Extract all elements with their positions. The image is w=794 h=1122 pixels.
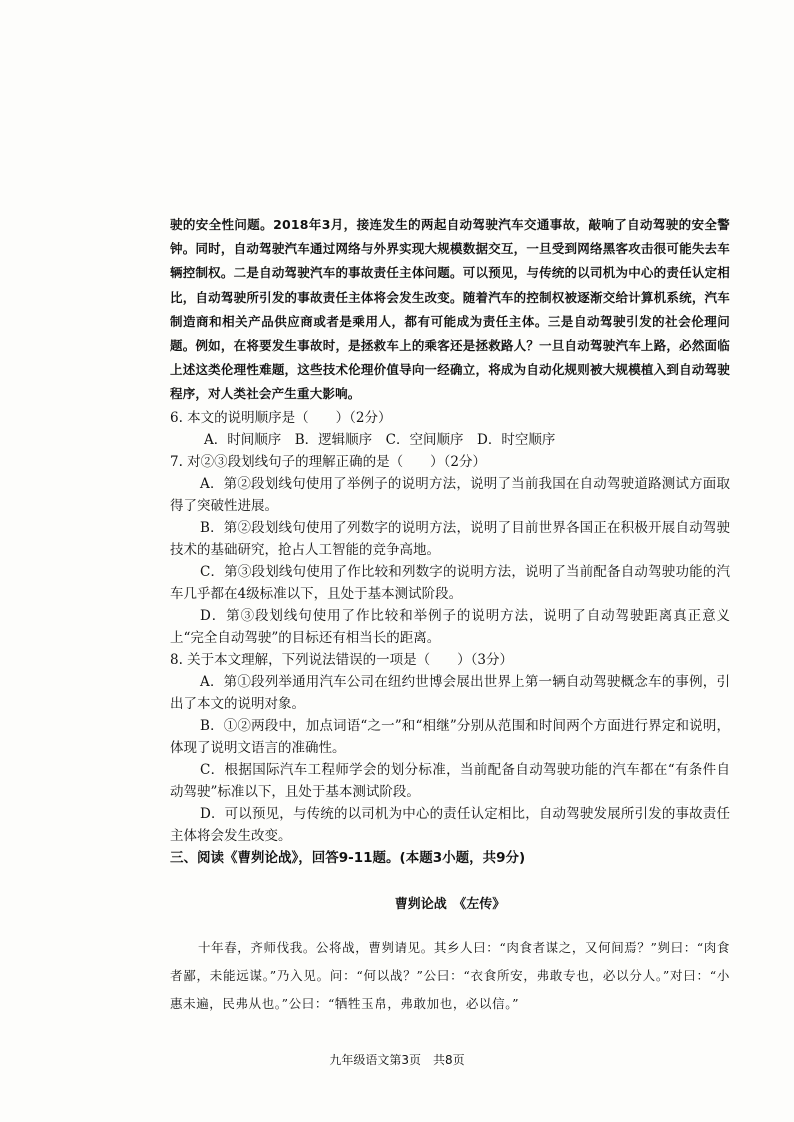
question-8 bbox=[170, 649, 730, 847]
question-6-options: A．时间顺序 B．逻辑顺序 C．空间顺序 D．时空顺序 bbox=[204, 431, 556, 448]
question-7 bbox=[170, 451, 730, 649]
question-6 bbox=[170, 407, 730, 451]
page-footer: 九年级语文第3页 共8页 bbox=[329, 1053, 465, 1067]
question-8-option-d: D．可以预见，与传统的以司机为中心的责任认定相比，自动驾驶发展所引发的事故责任主体将会发生改变。 bbox=[170, 805, 730, 844]
question-8-option-c: C．根据国际汽车工程师学会的划分标准，当前配备自动驾驶功能的汽车都在“有条件自动驾驶”标准以下，且处于基本测试阶段。 bbox=[170, 761, 730, 800]
question-7-stem: 7. 对②③段划线句子的理解正确的是（ ）（2分） bbox=[170, 453, 487, 470]
page-content bbox=[170, 213, 730, 1018]
question-7-option-a: A．第②段划线句使用了举例子的说明方法，说明了当前我国在自动驾驶道路测试方面取得了突破性进展。 bbox=[170, 475, 730, 514]
question-8-option-a: A．第①段列举通用汽车公司在纽约世博会展出世界上第一辆自动驾驶概念车的事例，引出了本文的说明对象。 bbox=[170, 673, 730, 712]
question-7-option-c: C．第③段划线句使用了作比较和列数字的说明方法，说明了当前配备自动驾驶功能的汽车几乎都在4级标准以下，且处于基本测试阶段。 bbox=[170, 563, 730, 602]
passage-paragraph: 驶的安全性问题。2018年3月，接连发生的两起自动驾驶汽车交通事故，敲响了自动驾驶的安全警钟。同时，自动驾驶汽车通过网络与外界实现大规模数据交互，一旦受到网络黑客攻击很可能失去车辆控制权。二是自动驾驶汽车的事故责任主体问题。可以预见，与传统的以司机为中心的责任认定相比，自动驾驶所引发的事故责任主体将会发生改变。随着汽车的控制权被逐渐交给计算机系统，汽车制造商和相关产品供应商或者是乘用人，都有可能成为责任主体。三是自动驾驶引发的社会伦理问题。例如，在将要发生事故时，是拯救车上的乘客还是拯救路人？一旦自动驾驶汽车上路，必然面临上述这类伦理性难题，这些技术伦理价值导向一经确立，将成为自动化规则被大规模植入到自动驾驶程序，对人类社会产生重大影响。 bbox=[170, 217, 730, 402]
question-7-option-d: D．第③段划线句使用了作比较和举例子的说明方法，说明了自动驾驶距离真正意义上“完全自动驾驶”的目标还有相当长的距离。 bbox=[170, 607, 730, 646]
classic-text-title: 曹刿论战 《左传》 bbox=[394, 896, 506, 912]
question-7-option-b: B．第②段划线句使用了列数字的说明方法，说明了目前世界各国正在积极开展自动驾驶技术的基础研究，抢占人工智能的竞争高地。 bbox=[170, 519, 730, 558]
question-8-stem: 8. 关于本文理解，下列说法错误的一项是（ ）（3分） bbox=[170, 651, 514, 668]
question-6-stem: 6. 本文的说明顺序是（ ）（2分） bbox=[170, 409, 392, 426]
section-3-title: 三、阅读《曹刿论战》，回答9-11题。(本题3小题，共9分) bbox=[170, 849, 526, 866]
question-8-option-b: B．①②两段中，加点词语“之一”和“相继”分别从范围和时间两个方面进行界定和说明，体现了说明文语言的准确性。 bbox=[170, 717, 730, 756]
classic-text-body: 十年春，齐师伐我。公将战，曹刿请见。其乡人曰：“肉食者谋之，又何间焉？”刿曰：“肉食者鄙，未能远谋。”乃入见。问：“何以战？”公曰：“衣食所安，弗敢专也，必以分人。”对曰：“小惠未遍，民弗从也。”公曰：“牺牲玉帛，弗敢加也，必以信。” bbox=[170, 939, 730, 1011]
